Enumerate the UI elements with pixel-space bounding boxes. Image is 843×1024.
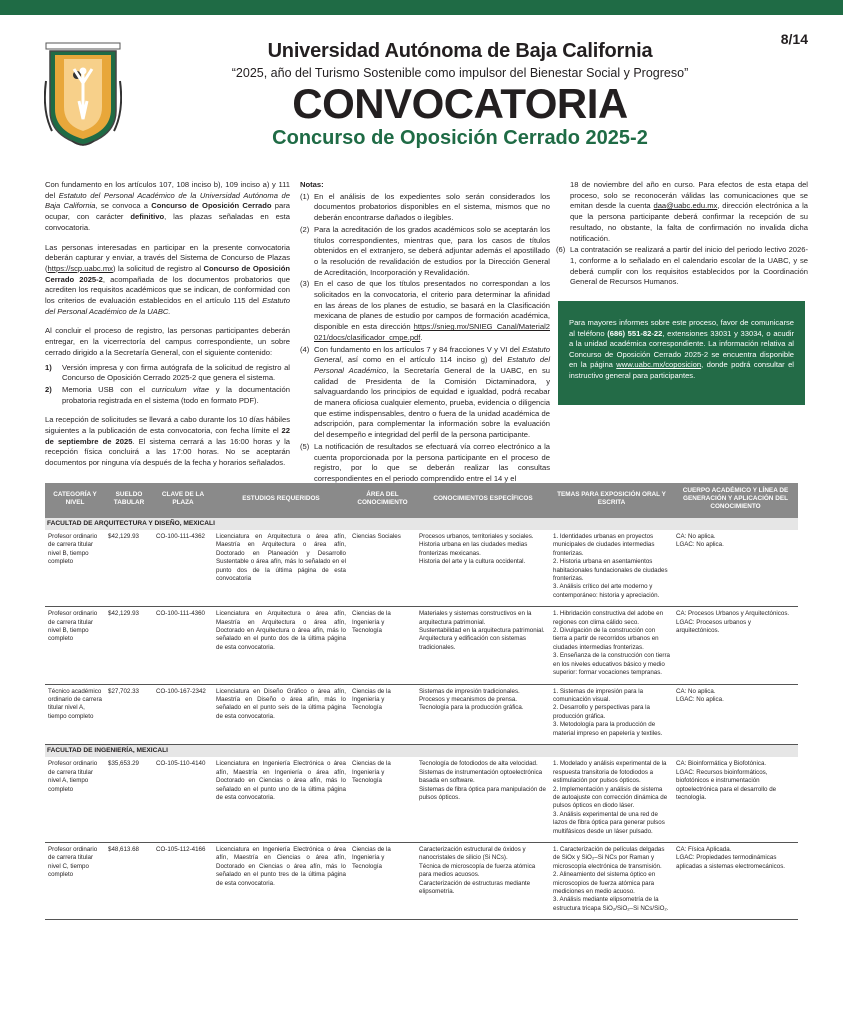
conocimientos-item: Procesos y mecanismos de prensa. — [419, 695, 518, 703]
scp-link[interactable]: https://scp.uabc.mx — [47, 263, 113, 273]
text: 18 de noviembre del año en curso. Para efectos de esta etapa del proceso, solo se reconocerán válidas las comunicaciones que se emitan desde la cuenta — [570, 180, 808, 211]
intro-paragraph-1 — [45, 180, 290, 234]
page-subtitle: Concurso de Oposición Cerrado 2025-2 — [272, 127, 648, 149]
faculty-name: FACULTAD DE INGENIERÍA, MEXICALI — [45, 744, 798, 757]
temas-item: 1. Caracterización de películas delgadas de SiOx y SiO₂–Si NCs por Raman y microscopía electrónica de transmisión. — [553, 846, 665, 870]
cell-estudios: Licenciatura en Diseño Gráfico o área afín, Maestría en Diseño o área afín, más lo señalado en el punto seis de la última página de esta convocatoria. — [213, 684, 349, 744]
positions-table — [45, 483, 798, 920]
header-categoria: CATEGORÍA Y NIVEL — [45, 483, 105, 518]
note-text: Para la acreditación de los grados académicos solo se aceptarán los títulos correspondientes, mientras que, para los casos de títulos obtenidos en el extranjero, se deberá adjuntar además el apostillado o la resolución de revalidación de estudios por la Dirección General de Acreditación, Incorporación y Revalidación. — [314, 224, 550, 277]
intro-paragraph-4 — [45, 415, 290, 469]
conocimientos-item: Técnica de microscopía de fuerza atómica para medios acuosos. — [419, 862, 536, 879]
university-name: Universidad Autónoma de Baja California — [267, 40, 653, 62]
cuerpo-item: CA: No aplica. — [676, 533, 716, 541]
intro-column — [45, 180, 290, 478]
conocimientos-item: Tecnología de fotodiodos de alta velocidad. — [419, 760, 538, 768]
table-row — [45, 757, 798, 842]
text: , donde podrá consultar el instructivo general para participantes. — [569, 360, 794, 380]
conocimientos-item: Caracterización de estructuras mediante elipsometría. — [419, 879, 531, 896]
temas-item: 2. Historia urbana en asentamientos habitacionales fundacionales de ciudades fronterizas. — [553, 558, 668, 583]
note-text — [314, 345, 550, 441]
table-row — [45, 530, 798, 607]
note-number: (5) — [300, 441, 310, 451]
top-green-bar — [0, 0, 843, 15]
text: . El sistema cerrará a las 16:00 horas y la recepción física concluirá a las 17:00 horas. No se aceptarán documentos por ninguna vía después de la fecha y horarios señalados. — [45, 436, 290, 468]
list-number: 1) — [45, 362, 52, 372]
motto: “2025, año del Turismo Sostenible como impulsor del Bienestar Social y Progreso” — [231, 66, 689, 80]
text: ) la solicitud de registro al — [112, 263, 204, 273]
cell-clave: CO-100-111-4360 — [153, 607, 213, 684]
header-temas: TEMAS PARA EXPOSICIÓN ORAL Y ESCRITA — [550, 483, 673, 518]
info-box — [558, 301, 805, 405]
text: Memoria USB con el — [62, 384, 152, 394]
temas-item: 1. Hibridación constructiva del adobe en regiones con clima cálido seco. — [553, 610, 664, 626]
temas-item: 2. Divulgación de la construcción con tierra a partir de recorridos urbanos en ciudades intermedias fronterizas. — [553, 627, 659, 651]
cell-categoria: Profesor ordinario de carrera titular nivel B, tiempo completo — [45, 607, 105, 684]
conocimientos-item: Sistemas de fibra óptica para manipulación de pulsos ópticos. — [419, 785, 546, 801]
cell-categoria: Técnico académico ordinario de carrera titular nivel A, tiempo completo — [45, 684, 105, 744]
header-estudios: ESTUDIOS REQUERIDOS — [213, 483, 349, 518]
text: , las plazas señaladas en esta convocatoria. — [45, 212, 290, 232]
cell-conocimientos — [416, 607, 550, 684]
cell-temas — [550, 684, 673, 744]
cell-estudios: Licenciatura en Ingeniería Electrónica o área afín, Maestría en Ciencias o área afín, Doctorado en Ciencias o área afín, más lo señalado en el punto tres de la última página de esta convocatoria. — [213, 843, 349, 920]
deadline-date: 22 de septiembre de 2025 — [45, 426, 290, 446]
cell-sueldo: $48,613.68 — [105, 843, 153, 920]
cell-area: Ciencias Sociales — [349, 530, 416, 607]
snieg-link[interactable]: https://snieg.mx/SNIEG_Canal/Material2021/docs/clasificador_cmpe.pdf — [314, 322, 550, 342]
cell-temas — [550, 757, 673, 842]
cell-cuerpo — [673, 530, 798, 607]
conocimientos-item: Sistemas de impresión tradicionales. — [419, 687, 520, 695]
statute-name: Estatuto del Personal Académico de la UABC. — [45, 296, 290, 316]
definitive-label: definitivo — [130, 212, 165, 222]
cuerpo-item: LGAC: No aplica. — [676, 541, 724, 549]
cell-temas — [550, 607, 673, 684]
header-sueldo: SUELDO TABULAR — [105, 483, 153, 518]
conocimientos-item: Materiales y sistemas constructivos en la arquitectura patrimonial. — [419, 610, 532, 626]
text: Con fundamento en los artículos 7 y 84 fracciones V y VI del — [314, 344, 523, 354]
contest-name: Concurso de Oposición Cerrado — [151, 201, 272, 211]
cell-cuerpo — [673, 757, 798, 842]
cell-area: Ciencias de la Ingeniería y Tecnología — [349, 684, 416, 744]
cell-area: Ciencias de la Ingeniería y Tecnología — [349, 607, 416, 684]
text: Las personas interesadas en participar en la presente convocatoria deberán capturar y enviar, a través del Sistema de Concurso de Plazas ( — [45, 242, 290, 273]
intro-paragraph-2 — [45, 243, 290, 318]
cell-estudios: Licenciatura en Arquitectura o área afín, Maestría en Arquitectura o área afín, Doctorado en Arquitectura o área afín, más lo señalado en el punto dos de la última página de esta convocatoria. — [213, 607, 349, 684]
cell-temas — [550, 530, 673, 607]
note-1 — [300, 192, 550, 224]
table-header-row — [45, 483, 798, 518]
table-row — [45, 843, 798, 920]
contents-list — [45, 363, 290, 407]
text: , así como en el artículo 114 inciso g) del — [341, 355, 508, 365]
temas-item: 3. Análisis mediante elipsometría de la estructura tricapa SiO₂/SiO₂–Si NCs/SiO₂. — [553, 896, 669, 912]
note-5-continued — [556, 180, 808, 244]
conocimientos-item: Tecnología para la producción gráfica. — [419, 704, 524, 712]
note-2 — [300, 225, 550, 279]
note-number: (6) — [556, 245, 566, 255]
temas-item: 1. Identidades urbanas en proyectos municipales de ciudades intermedias fronterizas. — [553, 533, 655, 557]
cuerpo-item: LGAC: Propiedades termodinámicas aplicadas a sistemas electromecánicos. — [676, 854, 786, 870]
temas-item: 2. Implementación y análisis de sistema de autoajuste con corrección dinámica de pulsos ópticos en diodo láser. — [553, 785, 668, 810]
cell-clave: CO-105-110-4140 — [153, 757, 213, 842]
temas-item: 2. Desarrollo y perspectivas para la producción gráfica. — [553, 704, 650, 720]
cuerpo-item: LGAC: No aplica. — [676, 695, 724, 703]
statute-name: Estatuto del Personal Académico de la Universidad Autónoma de Baja California — [45, 190, 290, 211]
faculty-row — [45, 744, 798, 757]
page-number: 8/14 — [780, 31, 808, 47]
text: . — [420, 332, 423, 342]
list-item — [45, 363, 290, 384]
text: , extensiones 33031 y 33034, o acudir a la unidad académica correspondiente. La información relativa al Concurso de Oposición Cerrado 2025-2 se encuentra disponible en la página — [569, 328, 795, 370]
note-text — [570, 180, 808, 244]
list-item — [45, 385, 290, 406]
conocimientos-item: Sustentabilidad en la arquitectura patrimonial. — [419, 627, 545, 635]
text: Estatuto del Personal Académico — [314, 355, 551, 375]
note-text: En el análisis de los expedientes solo serán considerados los documentos probatorios disponibles en el sistema, mismos que no deberán encontrarse dañados o ilegibles. — [314, 191, 550, 223]
text: para ocupar, con carácter — [45, 201, 291, 222]
temas-item: 3. Metodología para la producción de material impreso en papelería y textiles. — [553, 721, 663, 737]
note-5 — [300, 442, 550, 485]
cell-conocimientos — [416, 530, 550, 607]
conocimientos-item: Historia del arte y la cultura occidental. — [419, 558, 526, 566]
text: Para mayores informes sobre este proceso, favor de comunicarse al teléfono — [569, 318, 794, 338]
table-body — [45, 518, 798, 920]
header-conocimientos: CONOCIMIENTOS ESPECÍFICOS — [416, 483, 550, 518]
header-area: ÁREA DEL CONOCIMIENTO — [349, 483, 416, 518]
list-number: 2) — [45, 384, 52, 394]
text: Versión impresa y con firma autógrafa de la solicitud de registro al Concurso de Oposición Cerrado 2025-2 que genera el sistema. — [62, 362, 290, 383]
cell-clave: CO-105-112-4166 — [153, 843, 213, 920]
temas-item: 3. Análisis experimental de una red de lazos de fibra óptica para generar pulsos multifásicos desde un láser pulsado. — [553, 810, 665, 835]
cell-categoria: Profesor ordinario de carrera titular nivel A, tiempo completo — [45, 757, 105, 842]
list-text — [62, 385, 290, 406]
temas-item: 1. Sistemas de impresión para la comunicación visual. — [553, 687, 644, 703]
contest-name: Concurso de Oposición Cerrado 2025-2 — [45, 263, 290, 284]
coposicion-link[interactable]: www.uabc.mx/coposicion — [616, 360, 702, 370]
cell-conocimientos — [416, 757, 550, 842]
note-3 — [300, 279, 550, 343]
temas-item: 3. Análisis crítico del arte moderno y contemporáneo: historia y apreciación. — [553, 583, 660, 599]
note-number: (4) — [300, 344, 310, 354]
note-number: (2) — [300, 224, 310, 234]
note-number: (3) — [300, 279, 310, 289]
text: y la documentación probatoria registrada en el sistema (todo en formato PDF). — [62, 384, 291, 405]
header-clave: CLAVE DE LA PLAZA — [153, 483, 213, 518]
temas-item: 3. Enseñanza de la construcción con tierra en los niveles educativos básico y medio superior: formar vocaciones tempranas. — [553, 652, 670, 677]
cell-clave: CO-100-167-2342 — [153, 684, 213, 744]
temas-item: 2. Alineamiento del sistema óptico en microscopios de fuerza atómica para mediciones en medio acuoso. — [553, 871, 656, 896]
cell-area: Ciencias de la Ingeniería y Tecnología — [349, 843, 416, 920]
text: , se convoca a — [95, 201, 152, 211]
text: En el caso de que los títulos presentados no correspondan a los solicitados en la convocatoria, el criterio para determinar la afinidad en las áreas de los planes de estudio, se basará en la Clasificación mexicana de planes de estudio por campos de formación académica, disponible en esta dirección — [314, 279, 550, 332]
list-text — [62, 363, 290, 384]
uabc-logo — [44, 41, 122, 151]
note-6 — [556, 245, 808, 288]
cell-cuerpo — [673, 607, 798, 684]
conocimientos-item: Caracterización estructural de óxidos y nanocristales de silicio (Si NCs). — [419, 846, 526, 862]
faculty-name: FACULTAD DE ARQUITECTURA Y DISEÑO, MEXICALI — [45, 518, 798, 530]
conocimientos-item: Historia urbana en las ciudades medias fronterizas mexicanas. — [419, 541, 528, 557]
cuerpo-item: CA: Física Aplicada. — [676, 846, 732, 854]
cell-conocimientos — [416, 684, 550, 744]
note-text: La notificación de resultados se efectuará vía correo electrónico a la cuenta proporcionada por la persona participante en el proceso de registro, por lo que se deberán realizar las consultas correspondientes en el periodo comprendido entre el 14 y el — [314, 441, 550, 483]
header-cuerpo: CUERPO ACADÉMICO Y LÍNEA DE GENERACIÓN Y APLICACIÓN DEL CONOCIMIENTO — [673, 483, 798, 518]
cuerpo-item: CA: No aplica. — [676, 687, 716, 695]
table-row — [45, 607, 798, 684]
cell-estudios: Licenciatura en Ingeniería Electrónica o área afín, Maestría en Ingeniería o área afín, Doctorado en Ciencias o área afín, más lo señalado en el punto uno de la última página de esta convocatoria. — [213, 757, 349, 842]
cell-sueldo: $27,702.33 — [105, 684, 153, 744]
text: curriculum vitae — [151, 384, 210, 394]
table-row — [45, 684, 798, 744]
conocimientos-item: Arquitectura y edificación con sistemas tradicionales. — [419, 635, 526, 651]
cell-cuerpo — [673, 684, 798, 744]
note-4 — [300, 345, 550, 441]
email-link[interactable]: daa@uabc.edu.mx — [653, 201, 718, 211]
notes-heading: Notas: — [300, 180, 324, 189]
cell-area: Ciencias de la Ingeniería y Tecnología — [349, 757, 416, 842]
text: Estatuto General — [314, 344, 550, 365]
cell-sueldo: $42,129.93 — [105, 607, 153, 684]
cell-categoria: Profesor ordinario de carrera titular nivel B, tiempo completo — [45, 530, 105, 607]
notes-column-continued — [556, 180, 808, 289]
notes-column — [300, 180, 550, 486]
text: , acompañada de los documentos probatorios que acrediten los requisitos académicos que se indican, de conformidad con los criterios de evaluación establecidos en el artículo 115 del — [45, 274, 290, 306]
conocimientos-item: Sistemas de instrumentación optoelectrónica basada en software. — [419, 768, 543, 785]
cell-estudios: Licenciatura en Arquitectura o área afín, Maestría en Arquitectura o área afín, Doctorado en Planeación y Desarrollo Sustentable o área afín, más lo señalado en el punto dos de la última página de esta convocatoria — [213, 530, 349, 607]
cell-temas — [550, 843, 673, 920]
cuerpo-item: CA: Bioinformática y Biofotónica. — [676, 760, 767, 768]
cuerpo-item: CA: Procesos Urbanos y Arquitectónicos. — [676, 610, 790, 618]
note-text — [314, 279, 550, 343]
text: La recepción de solicitudes se llevará a cabo durante los 10 días hábiles siguientes a la publicación de esta convocatoria, con fecha límite el — [45, 415, 290, 436]
faculty-row — [45, 518, 798, 530]
cell-conocimientos — [416, 843, 550, 920]
note-number: (1) — [300, 191, 310, 201]
cell-clave: CO-100-111-4362 — [153, 530, 213, 607]
cuerpo-item: LGAC: Recursos bioinformáticos, biofotónicos e instrumentación optoelectrónica para el desarrollo de tecnología. — [676, 768, 777, 801]
cell-sueldo: $35,653.29 — [105, 757, 153, 842]
cuerpo-item: LGAC: Procesos urbanos y arquitectónicos. — [676, 618, 751, 635]
phone-number[interactable]: (686) 551-82-22 — [607, 328, 663, 338]
text: Con fundamento en los artículos 107, 108 inciso b), 109 inciso a) y 111 del — [45, 180, 290, 200]
cell-categoria: Profesor ordinario de carrera titular nivel C, tiempo completo — [45, 843, 105, 920]
conocimientos-item: Procesos urbanos, territoriales y sociales. — [419, 533, 534, 541]
temas-item: 1. Modelado y análisis experimental de la respuesta transitoria de fotodiodos a estimulación por pulsos ópticos. — [553, 760, 667, 785]
intro-paragraph-3: Al concluir el proceso de registro, las personas participantes deberán entregar, en la vicerrectoría del campus correspondiente, un sobre cerrado dirigido a la Secretaría General, con el siguiente contenido: — [45, 326, 290, 357]
cell-cuerpo — [673, 843, 798, 920]
page-title: CONVOCATORIA — [292, 80, 628, 127]
text: , la Secretaría General de la UABC, en su calidad de Presidenta de la Comisión Dictaminadora, y salvaguardando los principios de equidad e igualdad, podrá recabar de manera oficiosa cualquier elemento, prueba, evidencia o diligencia que estime indispensables, dentro o fuera de la unidad académica de adscripción, para complementar la información sobre la evaluación del desempeño e integridad del perfil de la persona participante. — [314, 365, 550, 440]
cell-sueldo: $42,129.93 — [105, 530, 153, 607]
text: , dirección electrónica a la que la persona participante deberá confirmar la recepción de su resultado, no obstante, la falta de confirmación no invalida dicha notificación. — [570, 201, 808, 243]
note-text: La contratación se realizará a partir del inicio del periodo lectivo 2026-1, conforme a lo señalado en el calendario escolar de la UABC, y se deberá cumplir con los requisitos establecidos por la Coordinación General de Recursos Humanos. — [570, 245, 808, 287]
